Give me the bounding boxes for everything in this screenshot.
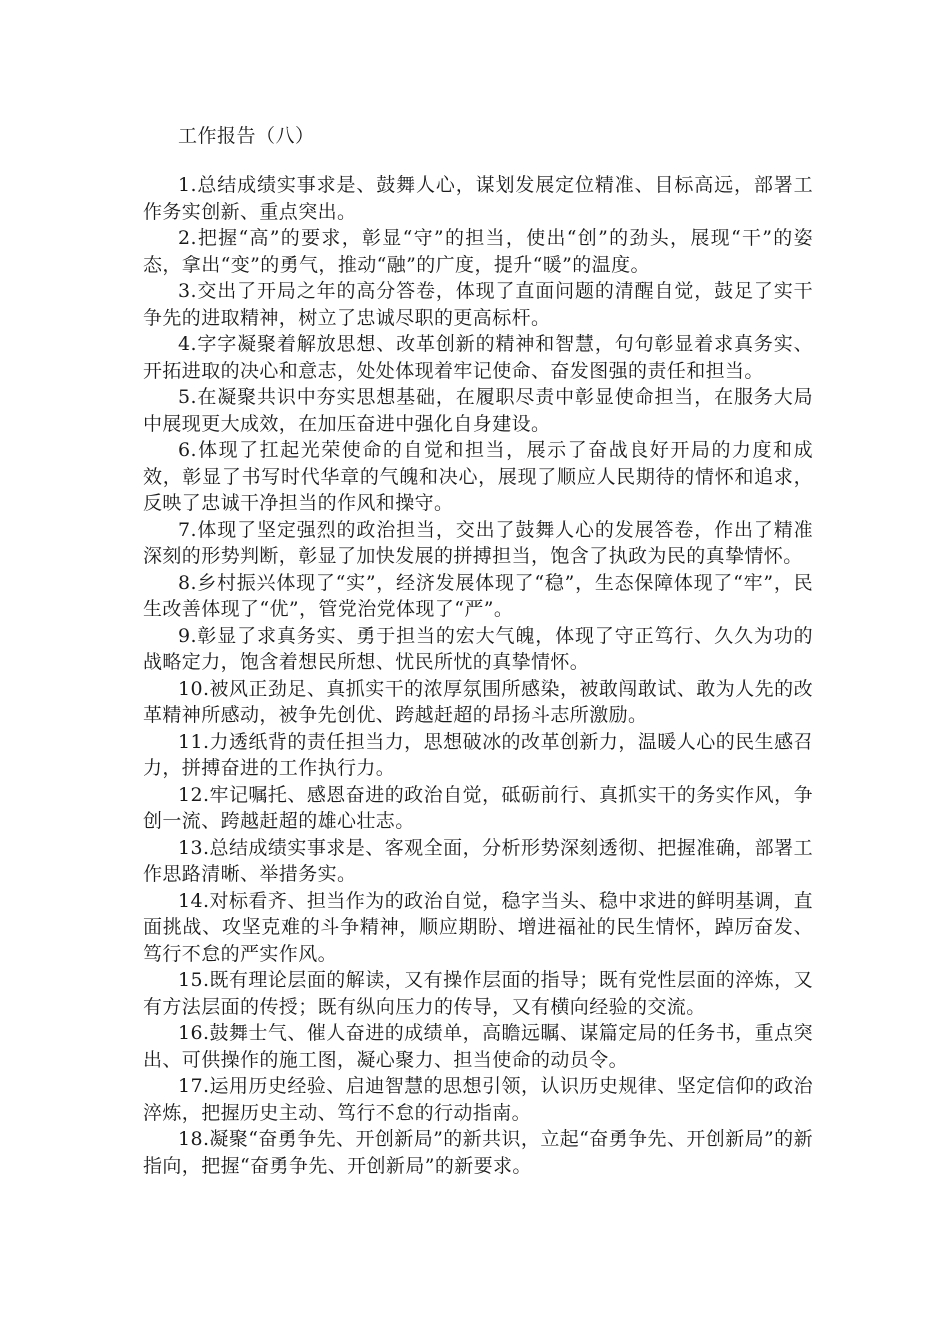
paragraph-18: 18.凝聚“奋勇争先、开创新局”的新共识，立起“奋勇争先、开创新局”的新指向，把握“奋勇争先、开创新局”的新要求。 bbox=[143, 1128, 813, 1177]
paragraph-2: 2.把握“高”的要求，彰显“守”的担当，使出“创”的劲头，展现“干”的姿态，拿出“变”的勇气，推动“融”的广度，提升“暖”的温度。 bbox=[143, 227, 813, 276]
paragraph-9: 9.彰显了求真务实、勇于担当的宏大气魄，体现了守正笃行、久久为功的战略定力，饱含着想民所想、忧民所忧的真挚情怀。 bbox=[143, 624, 813, 673]
document-title: 工作报告（八） bbox=[178, 125, 315, 147]
paragraph-14: 14.对标看齐、担当作为的政治自觉，稳字当头、稳中求进的鲜明基调，直面挑战、攻坚克难的斗争精神，顺应期盼、增进福祉的民生情怀，踔厉奋发、笃行不怠的严实作风。 bbox=[143, 889, 813, 965]
paragraph-7: 7.体现了坚定强烈的政治担当，交出了鼓舞人心的发展答卷，作出了精准深刻的形势判断，彰显了加快发展的拼搏担当，饱含了执政为民的真挚情怀。 bbox=[143, 518, 813, 567]
paragraph-5: 5.在凝聚共识中夯实思想基础，在履职尽责中彰显使命担当，在服务大局中展现更大成效，在加压奋进中强化自身建设。 bbox=[143, 386, 813, 435]
paragraph-16: 16.鼓舞士气、催人奋进的成绩单，高瞻远瞩、谋篇定局的任务书，重点突出、可供操作的施工图，凝心聚力、担当使命的动员令。 bbox=[143, 1022, 813, 1071]
paragraph-12: 12.牢记嘱托、感恩奋进的政治自觉，砥砺前行、真抓实干的务实作风，争创一流、跨越赶超的雄心壮志。 bbox=[143, 783, 813, 832]
paragraph-11: 11.力透纸背的责任担当力，思想破冰的改革创新力，温暖人心的民生感召力，拼搏奋进的工作执行力。 bbox=[143, 730, 813, 779]
paragraph-13: 13.总结成绩实事求是、客观全面，分析形势深刻透彻、把握准确，部署工作思路清晰、举措务实。 bbox=[143, 836, 813, 885]
paragraph-10: 10.被风正劲足、真抓实干的浓厚氛围所感染，被敢闯敢试、敢为人先的改革精神所感动，被争先创优、跨越赶超的昂扬斗志所激励。 bbox=[143, 677, 813, 726]
paragraph-15: 15.既有理论层面的解读，又有操作层面的指导；既有党性层面的淬炼，又有方法层面的传授；既有纵向压力的传导，又有横向经验的交流。 bbox=[143, 969, 813, 1018]
paragraph-1: 1.总结成绩实事求是、鼓舞人心，谋划发展定位精准、目标高远，部署工作务实创新、重点突出。 bbox=[143, 174, 813, 223]
paragraph-4: 4.字字凝聚着解放思想、改革创新的精神和智慧，句句彰显着求真务实、开拓进取的决心和意志，处处体现着牢记使命、奋发图强的责任和担当。 bbox=[143, 333, 813, 382]
paragraph-8: 8.乡村振兴体现了“实”，经济发展体现了“稳”，生态保障体现了“牢”，民生改善体现了“优”，管党治党体现了“严”。 bbox=[143, 571, 813, 620]
document-body bbox=[143, 172, 813, 1179]
paragraph-3: 3.交出了开局之年的高分答卷，体现了直面问题的清醒自觉，鼓足了实干争先的进取精神，树立了忠诚尽职的更高标杆。 bbox=[143, 280, 813, 329]
paragraph-17: 17.运用历史经验、启迪智慧的思想引领，认识历史规律、坚定信仰的政治淬炼，把握历史主动、笃行不怠的行动指南。 bbox=[143, 1075, 813, 1124]
paragraph-6: 6.体现了扛起光荣使命的自觉和担当，展示了奋战良好开局的力度和成效，彰显了书写时代华章的气魄和决心，展现了顺应人民期待的情怀和追求，反映了忠诚干净担当的作风和操守。 bbox=[143, 439, 813, 514]
